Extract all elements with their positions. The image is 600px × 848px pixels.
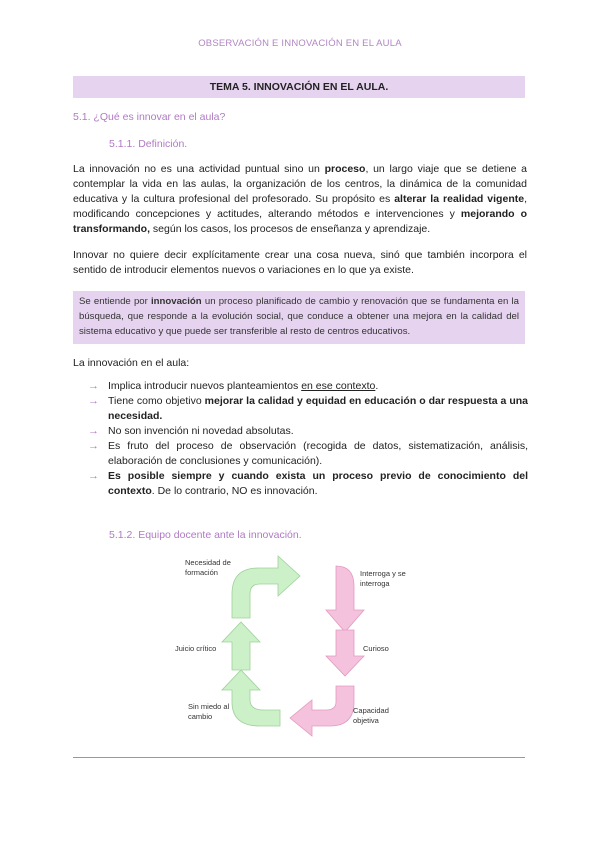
arrow-pink-middle — [326, 630, 364, 676]
bold-text: Es posible siempre y cuando exista un proceso previo de conocimiento del contexto — [108, 470, 528, 497]
label-necesidad: Necesidad de formación — [185, 558, 231, 577]
bold-text: alterar la realidad vigente — [394, 193, 525, 205]
label-capacidad: Capacidad objetiva — [353, 706, 389, 725]
text: Implica introducir nuevos planteamientos — [108, 380, 302, 392]
definition-box — [73, 291, 525, 344]
subsection-heading-equipo: 5.1.2. Equipo docente ante la innovación. — [109, 529, 302, 541]
paragraph-innovar: Innovar no quiere decir explícitamente crear una cosa nueva, sinó que también incorpora el sentido de introducir elementos nuevos o variaciones en lo que ya existe. — [73, 249, 527, 276]
subsection-heading-definicion: 5.1.1. Definición. — [109, 138, 188, 150]
list-item — [88, 469, 528, 499]
arrow-right-icon: → — [88, 425, 99, 437]
underlined-text: en ese contexto — [301, 380, 376, 392]
list-item — [88, 439, 528, 469]
text: según los casos, los procesos de enseñanza y aprendizaje. — [150, 223, 431, 235]
text: , un largo viaje que se detiene a contemplar la vida en las aulas, la organización de los centros, la dinámica de la comunidad educativa y la cultura profesional del profesorado. Su propósito es — [73, 163, 527, 205]
arrow-right-icon: → — [88, 380, 99, 392]
arrow-pink-top — [326, 566, 364, 632]
label-juicio: Juicio crítico — [175, 644, 217, 653]
list-item — [88, 379, 528, 394]
list-item — [88, 394, 528, 424]
text: . — [375, 380, 379, 392]
label-interroga: Interroga y se interroga — [360, 569, 406, 588]
label-curioso: Curioso — [363, 644, 389, 653]
arrow-right-icon: → — [88, 470, 99, 482]
bold-text: mejorar la calidad y equidad en educación o dar respuesta a una necesidad. — [108, 395, 528, 422]
bold-text: innovación — [151, 296, 202, 307]
text: un proceso planificado de cambio y renovación que se fundamenta en la búsqueda, que responde a la evolución social, que conduce a obtener una mejora en la calidad del sistema educativo y que puede ser transferible al resto de centros educativos. — [79, 296, 519, 337]
label-sin-miedo: Sin miedo al cambio — [188, 702, 230, 721]
text: . De lo contrario, NO es innovación. — [151, 485, 318, 497]
bullet-list — [88, 379, 528, 499]
chapter-title: TEMA 5. INNOVACIÓN EN EL AULA. — [73, 76, 525, 98]
page-header: OBSERVACIÓN E INNOVACIÓN EN EL AULA — [198, 38, 402, 49]
arrow-right-icon: → — [88, 395, 99, 407]
text: Se entiende por — [79, 296, 152, 307]
text: Es fruto del proceso de observación (recogida de datos, sistematización, análisis, elaboración de conclusiones y comunicación). — [108, 440, 528, 467]
text: No son invención ni novedad absolutas. — [108, 425, 294, 437]
arrow-pink-bottom — [290, 686, 354, 736]
text: Tiene como objetivo — [108, 395, 205, 407]
list-item — [88, 424, 528, 439]
bold-text: proceso — [324, 163, 366, 175]
paragraph-definition — [73, 162, 527, 237]
footer-rule — [73, 757, 525, 758]
arrow-right-icon: → — [88, 440, 99, 452]
text: , modificando concepciones y actitudes, alterando métodos e intervenciones y — [73, 193, 527, 220]
list-intro: La innovación en el aula: — [73, 357, 190, 369]
cycle-diagram — [150, 550, 450, 750]
bold-text: mejorando o transformando, — [73, 208, 527, 235]
section-heading-5-1: 5.1. ¿Qué es innovar en el aula? — [73, 111, 226, 123]
text: La innovación no es una actividad puntual sino un — [73, 163, 325, 175]
